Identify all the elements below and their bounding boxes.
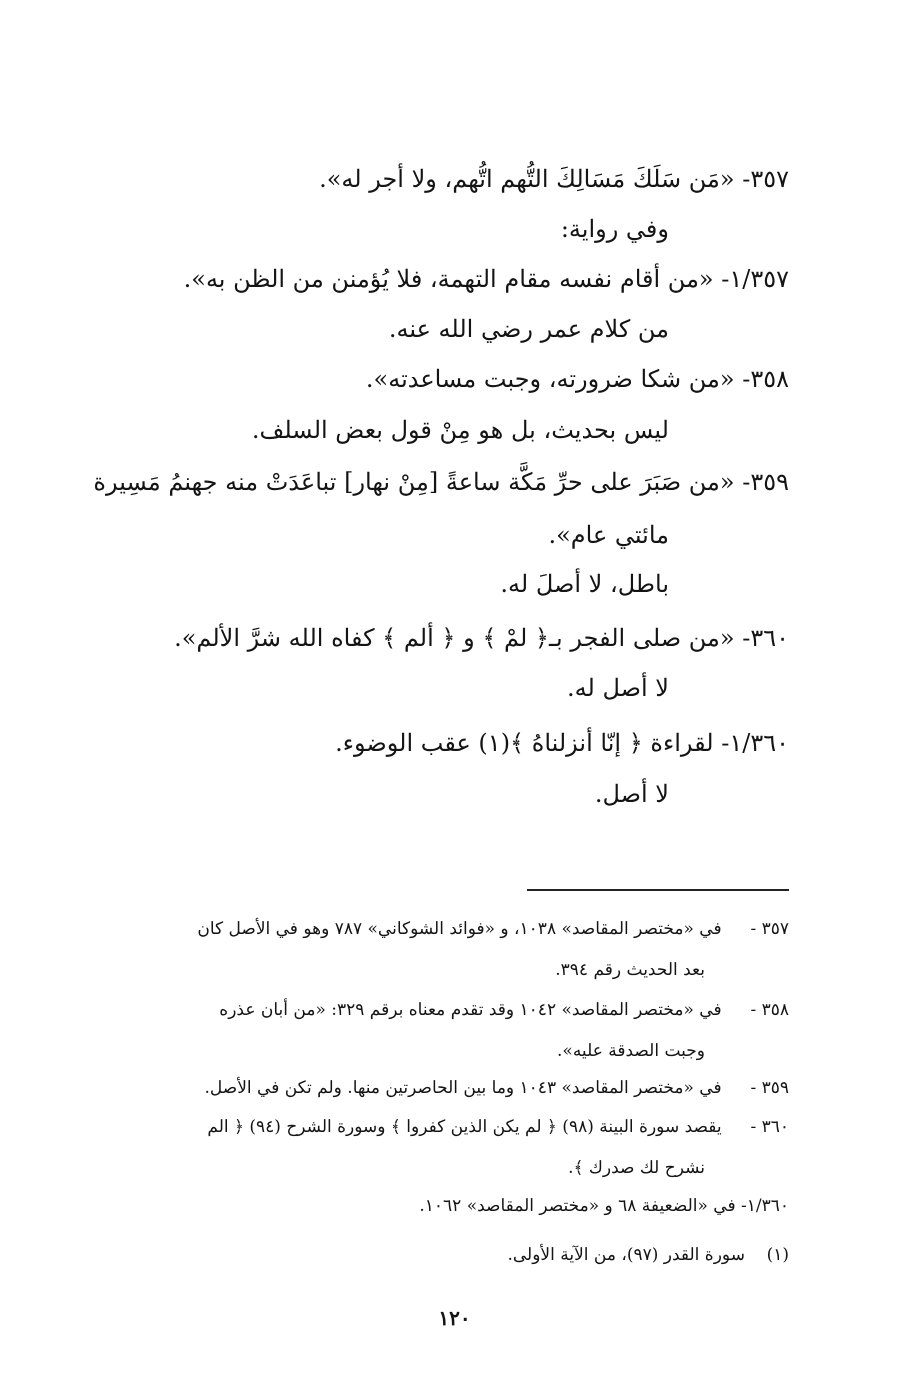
entry-360-note: لا أصل له. [567, 674, 669, 702]
footnote-360 [100, 1112, 789, 1142]
footnote-357-text-cont: بعد الحديث رقم ٣٩٤. [555, 960, 705, 980]
footnote-358 [100, 995, 789, 1025]
footnote-357 [100, 914, 789, 944]
footnote-separator [527, 889, 789, 891]
footnote-359 [100, 1073, 789, 1103]
footnote-358-number: ٣٥٨ - [750, 1000, 789, 1020]
footnote-1-number: (١) [766, 1245, 789, 1265]
entry-357-note: وفي رواية: [560, 215, 669, 243]
entry-357-1: ١/٣٥٧- «من أقام نفسه مقام التهمة، فلا يُؤمنن من الظن به». [183, 265, 789, 293]
footnote-360-number: ٣٦٠ - [750, 1117, 789, 1137]
entry-357: ٣٥٧- «مَن سَلَكَ مَسَالِكَ التُّهم اتُّهم، ولا أجر له». [319, 165, 789, 193]
page-number: ١٢٠ [438, 1306, 471, 1330]
footnote-360-text: يقصد سورة البينة (٩٨) ﴿ لم يكن الذين كفروا ﴾ وسورة الشرح (٩٤) ﴿ الم [207, 1117, 722, 1137]
entry-360: ٣٦٠- «من صلى الفجر بـ﴿ لمْ ﴾ و ﴿ ألم ﴾ كفاه الله شرَّ الألم». [174, 624, 789, 652]
footnote-359-text: في «مختصر المقاصد» ١٠٤٣ وما بين الحاصرتين منها. ولم تكن في الأصل. [204, 1078, 722, 1098]
entry-357-1-note: من كلام عمر رضي الله عنه. [388, 315, 669, 343]
footnote-1 [100, 1240, 789, 1270]
footnote-357-text: في «مختصر المقاصد» ١٠٣٨، و «فوائد الشوكاني» ٧٨٧ وهو في الأصل كان [197, 919, 722, 939]
footnote-358-text: في «مختصر المقاصد» ١٠٤٢ وقد تقدم معناه برقم ٣٢٩: «من أبان عذره [219, 1000, 722, 1020]
entry-359-line2: مائتي عام». [548, 521, 669, 549]
footnote-358-cont [100, 1036, 789, 1066]
footnote-1-text: سورة القدر (٩٧)، من الآية الأولى. [507, 1245, 745, 1265]
footnote-359-number: ٣٥٩ - [750, 1078, 789, 1098]
entry-359-line1: ٣٥٩- «من صَبَرَ على حرِّ مَكَّة ساعةً [مِنْ نهار] تباعَدَتْ منه جهنمُ مَسِيرة [93, 468, 789, 496]
footnote-358-text-cont: وجبت الصدقة عليه». [557, 1041, 705, 1061]
footnote-360-1: ١/٣٦٠- في «الضعيفة ٦٨ و «مختصر المقاصد» ١٠٦٢. [419, 1196, 789, 1216]
entry-360-1-note: لا أصل. [594, 780, 669, 808]
footnote-357-number: ٣٥٧ - [750, 919, 789, 939]
entry-359-note: باطل، لا أصلَ له. [500, 570, 669, 598]
entry-360-1: ١/٣٦٠- لقراءة ﴿ إنّا أنزلناهُ ﴾(١) عقب الوضوء. [335, 729, 789, 757]
footnote-360-text-cont: نشرح لك صدرك ﴾. [568, 1158, 705, 1178]
entry-358-note: ليس بحديث، بل هو مِنْ قول بعض السلف. [251, 416, 669, 444]
footnote-357-cont [100, 955, 789, 985]
entry-358: ٣٥٨- «من شكا ضرورته، وجبت مساعدته». [365, 365, 789, 393]
footnote-360-cont [100, 1153, 789, 1183]
